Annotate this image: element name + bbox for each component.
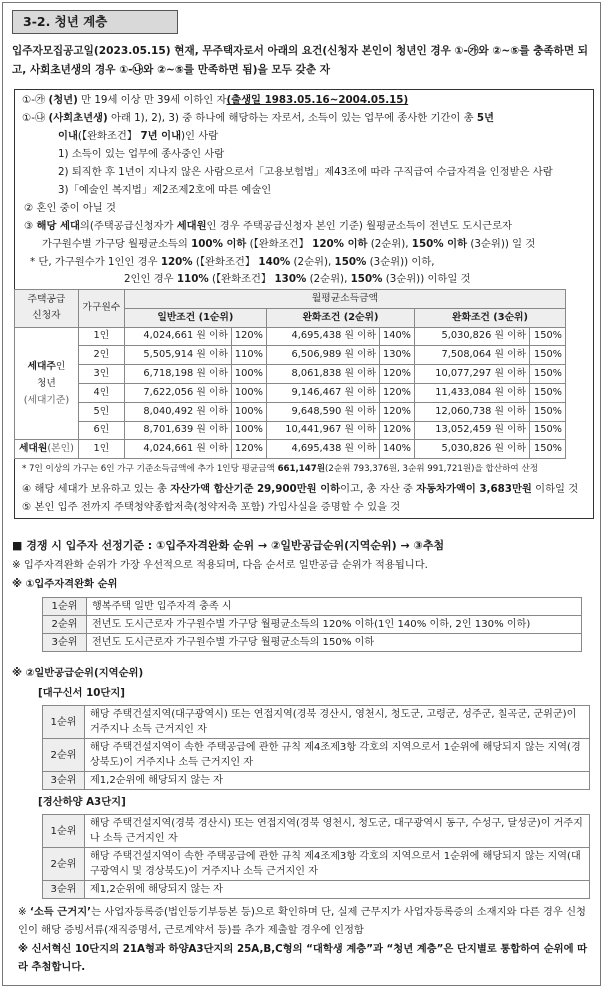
header-relax-2: 완화조건 (2순위) bbox=[266, 308, 414, 327]
table-row: 1순위 해당 주택건설지역(대구광역시) 또는 연접지역(경북 경산시, 영천시, 청도군, 고령군, 성주군, 칠곡군, 군위군)이 거주지나 소득 근거지인 자 bbox=[43, 706, 590, 739]
income-footnote: * 7인 이상의 가구는 6인 가구 기준소득금액에 추가 1인당 평균금액 661,147원(2순위 793,376원, 3순위 991,721원)을 합산하여 산정 bbox=[22, 464, 539, 474]
daegu-table bbox=[42, 705, 590, 790]
header-members: 가구원수 bbox=[78, 290, 124, 328]
group-householder: 세대주인 청년 (세대기준) bbox=[15, 327, 79, 440]
table-row: 3순위 전년도 도시근로자 가구원수별 가구당 월평균소득의 150% 이하 bbox=[43, 634, 582, 652]
table-row: 3순위 제1,2순위에 해당되지 않는 자 bbox=[43, 772, 590, 790]
table-row: 1순위 해당 주택건설지역(경북 경산시) 또는 연접지역(경북 영천시, 청도군, 대구광역시 동구, 수성구, 달성군)이 거주지나 소득 근거지인 자 bbox=[43, 815, 590, 848]
general-heading: ※ ②일반공급순위(지역순위) bbox=[12, 667, 144, 679]
table-row: 5인 8,040,492 원 이하 100% 9,648,590 원 이하 120% 12,060,738 원 이하 150% bbox=[15, 402, 566, 421]
table-row: 4인 7,622,056 원 이하 100% 9,146,467 원 이하 120% 11,433,084 원 이하 150% bbox=[15, 383, 566, 402]
req-4: ④ 해당 세대가 보유하고 있는 총 자산가액 합산기준 29,900만원 이하이고, 총 자산 중 자동차가액이 3,683만원 이하일 것 bbox=[22, 483, 579, 495]
selection-heading: ■ 경쟁 시 입주자 선정기준 : ①입주자격완화 순위 → ②일반공급순위(지역순위) → ③추첨 bbox=[12, 539, 445, 552]
header-general: 일반조건 (1순위) bbox=[124, 308, 266, 327]
table-row: 2인 5,505,914 원 이하 110% 6,506,989 원 이하 130% 7,508,064 원 이하 150% bbox=[15, 346, 566, 365]
table-row: 세대원(본인) 1인 4,024,661 원 이하 120% 4,695,438 원 이하 140% 5,030,826 원 이하 150% bbox=[15, 440, 566, 459]
req-3-note1: * 단, 가구원수가 1인인 경우 120% (【완화조건】 140% (2순위), 150% (3순위)) 이하, bbox=[30, 256, 435, 268]
req-5: ⑤ 본인 입주 전까지 주택청약종합저축(청약저축 포함) 가입사실을 증명할 수 있을 것 bbox=[22, 501, 401, 513]
req-3: ③ 해당 세대의(주택공급신청자가 세대원인 경우 주택공급신청자 본인 기준) 월평균소득이 전년도 도시근로자 bbox=[24, 220, 512, 232]
gyeongsan-label: [경산하양 A3단지] bbox=[38, 796, 126, 808]
req-1b-sub1: 1) 소득이 있는 업무에 종사중인 사람 bbox=[58, 148, 225, 160]
daegu-label: [대구신서 10단지] bbox=[38, 687, 126, 699]
table-row: 1순위 행복주택 일반 입주자격 충족 시 bbox=[43, 598, 582, 616]
req-1b-line2: 이내(【완화조건】 7년 이내)인 사람 bbox=[58, 130, 219, 142]
header-applicant: 주택공급 신청자 bbox=[15, 290, 79, 328]
gyeongsan-table bbox=[42, 814, 590, 899]
lottery-note: ※ 신서혁신 10단지의 21A형과 하양A3단지의 25A,B,C형의 “대학생 계층”과 “청년 계층”은 단지별로 통합하여 순위에 따라 추첨합니다. bbox=[18, 943, 588, 973]
income-base-note: ※ ‘소득 근거지’는 사업자등록증(법인등기부등본 등)으로 확인하며 단, 실제 근무지가 사업자등록증의 소재지와 다른 경우 신청인이 해당 증빙서류(재직증명서, 근로계약서 등)를 추가 제출할 경우에 인정함 bbox=[18, 906, 586, 936]
relax-heading: ※ ①입주자격완화 순위 bbox=[12, 578, 118, 590]
req-1a: ①-㉮ (청년) 만 19세 이상 만 39세 이하인 자(출생일 1983.05.16~2004.05.15) bbox=[22, 94, 409, 106]
income-table bbox=[14, 289, 566, 459]
req-1b-sub2: 2) 퇴직한 후 1년이 지나지 않은 사람으로서「고용보험법」제43조에 따라 구직급여 수급자격을 인정받은 사람 bbox=[58, 166, 553, 178]
section-title: 3-2. 청년 계층 bbox=[12, 10, 178, 34]
table-row: 6인 8,701,639 원 이하 100% 10,441,967 원 이하 120% 13,052,459 원 이하 150% bbox=[15, 421, 566, 440]
req-1b-sub3: 3)「예술인 복지법」제2조제2호에 따른 예술인 bbox=[58, 184, 272, 196]
req-1b: ①-㉯ (사회초년생) 아래 1), 2), 3) 중 하나에 해당하는 자로서, 소득이 있는 업무에 종사한 기간이 총 5년 bbox=[22, 112, 494, 124]
table-row: 2순위 전년도 도시근로자 가구원수별 가구당 월평균소득의 120% 이하(1인 140% 이하, 2인 130% 이하) bbox=[43, 616, 582, 634]
header-relax-3: 완화조건 (3순위) bbox=[415, 308, 566, 327]
table-row: 2순위 해당 주택건설지역이 속한 주택공급에 관한 규칙 제4조제3항 각호의 지역으로서 1순위에 해당되지 않는 지역(경상북도)이 거주지나 소득 근거지인 자 bbox=[43, 739, 590, 772]
req-2: ② 혼인 중이 아닐 것 bbox=[24, 202, 116, 214]
table-row: 3순위 제1,2순위에 해당되지 않는 자 bbox=[43, 881, 590, 899]
table-row: 3인 6,718,198 원 이하 100% 8,061,838 원 이하 120% 10,077,297 원 이하 150% bbox=[15, 365, 566, 384]
selection-note: ※ 입주자격완화 순위가 가장 우선적으로 적용되며, 다음 순서로 일반공급 순위가 적용됩니다. bbox=[12, 559, 428, 571]
group-member: 세대원(본인) bbox=[15, 440, 79, 459]
intro-paragraph: 입주자모집공고일(2023.05.15) 현재, 무주택자로서 아래의 요건(신청자 본인이 청년인 경우 ①-㉮와 ②~⑤를 충족하면 되고, 사회초년생의 경우 ①-㉯와 ②~⑤를 만족하면 됨)을 모두 갖춘 자 bbox=[12, 45, 589, 76]
header-monthly-income: 월평균소득금액 bbox=[124, 290, 565, 309]
req-3-note2: 2인인 경우 110% (【완화조건】 130% (2순위), 150% (3순위)) 이하일 것 bbox=[124, 273, 471, 285]
table-row: 2순위 해당 주택건설지역이 속한 주택공급에 관한 규칙 제4조제3항 각호의 지역으로서 1순위에 해당되지 않는 지역(대구광역시 및 경상북도)이 거주지나 소득 근거지인 자 bbox=[43, 848, 590, 881]
relax-table bbox=[42, 597, 582, 652]
table-row: 세대주인 청년 (세대기준) 1인 4,024,661 원 이하 120% 4,695,438 원 이하 140% 5,030,826 원 이하 150% bbox=[15, 327, 566, 346]
req-3-line2: 가구원수별 가구당 월평균소득의 100% 이하 (【완화조건】 120% 이하 (2순위), 150% 이하 (3순위)) 일 것 bbox=[42, 238, 536, 250]
